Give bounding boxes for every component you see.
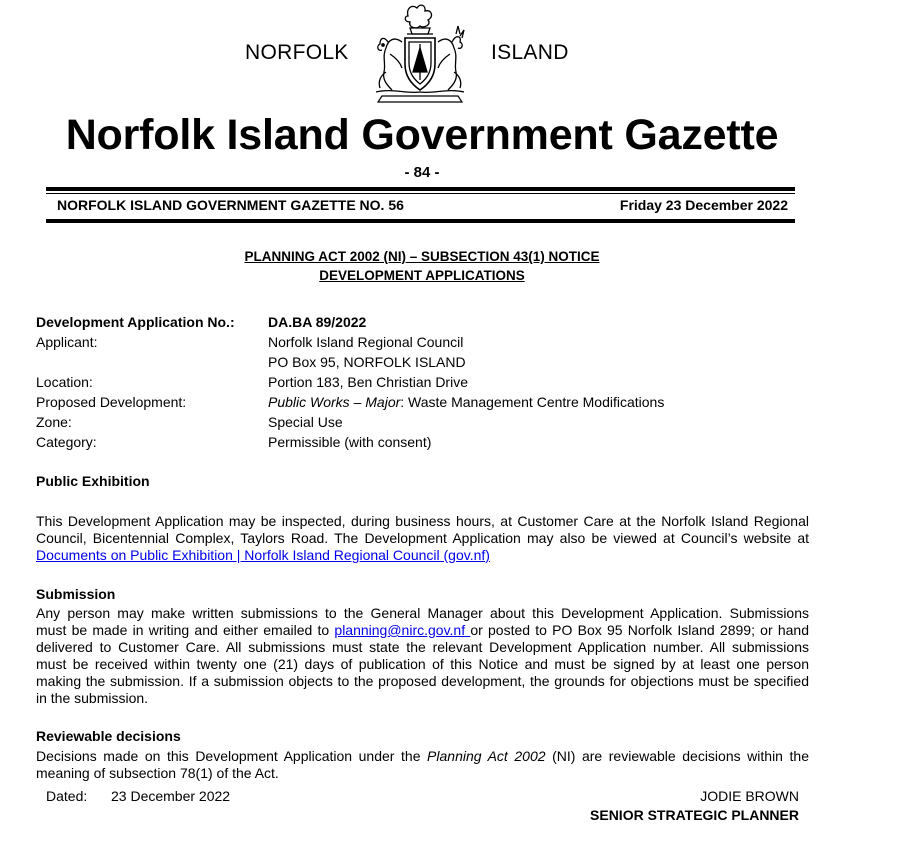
signatory-name: JODIE BROWN [700, 788, 799, 804]
masthead-norfolk: NORFOLK [245, 41, 349, 64]
dated-label: Dated: [46, 788, 88, 804]
submission-line: delivered to Customer Care. All submissions must state the relevant Development Application number. All submissions [36, 639, 809, 655]
submission-text [36, 605, 809, 707]
dated-value: 23 December 2022 [111, 788, 231, 804]
reviewable-text-fragment: (NI) are reviewable decisions within the [545, 748, 809, 764]
notice-subheading: DEVELOPMENT APPLICATIONS [319, 268, 525, 283]
category-label: Category: [36, 434, 97, 450]
submission-line: making the submission. If a submission objects to the proposed development, the grounds for objections must be specified [36, 673, 809, 689]
page-number: - 84 - [404, 164, 440, 181]
submission-line [36, 622, 809, 639]
applicant-label: Applicant: [36, 334, 98, 350]
masthead-island: ISLAND [491, 41, 569, 64]
reviewable-decisions-heading: Reviewable decisions [36, 728, 181, 744]
da-number-value: DA.BA 89/2022 [268, 314, 367, 330]
location-value: Portion 183, Ben Christian Drive [268, 374, 468, 390]
public-exhibition-text [36, 513, 809, 564]
submission-line: must be received within twenty one (21) days of publication of this Notice and must be signed by at least one person [36, 656, 809, 672]
gazette-number: NORFOLK ISLAND GOVERNMENT GAZETTE NO. 56 [57, 197, 404, 213]
proposed-works-description: : Waste Management Centre Modifications [400, 394, 665, 410]
submission-text-fragment: or posted to PO Box 95 Norfolk Island 2899; or hand [470, 622, 809, 638]
submission-text-fragment: must be made in writing and either emailed to [36, 622, 335, 638]
header-rule-thin [46, 193, 795, 194]
reviewable-line: meaning of subsection 78(1) of the Act. [36, 765, 279, 781]
public-exhibition-line: Council, Bicentennial Complex, Taylors Road. The Development Application may also be viewed at Council’s website at [36, 530, 809, 546]
da-number-label: Development Application No.: [36, 314, 235, 330]
applicant-address: PO Box 95, NORFOLK ISLAND [268, 354, 466, 370]
zone-label: Zone: [36, 414, 72, 430]
applicant-name: Norfolk Island Regional Council [268, 334, 464, 350]
proposed-development-value [268, 394, 664, 410]
reviewable-decisions-text [36, 748, 809, 782]
proposed-works-type: Public Works [268, 394, 350, 410]
proposed-development-label: Proposed Development: [36, 394, 187, 410]
zone-value: Special Use [268, 414, 343, 430]
gazette-date: Friday 23 December 2022 [619, 197, 788, 213]
public-exhibition-line: This Development Application may be inspected, during business hours, at Customer Care at the Norfolk Island Regional [36, 513, 809, 529]
header-rule-bottom [46, 219, 795, 223]
category-value: Permissible (with consent) [268, 434, 432, 450]
reviewable-line [36, 748, 809, 765]
header-rule-top [46, 187, 795, 191]
public-exhibition-line [36, 547, 809, 564]
proposed-dash: – [349, 394, 366, 410]
public-exhibition-heading: Public Exhibition [36, 473, 150, 489]
gazette-title: Norfolk Island Government Gazette [65, 111, 779, 159]
signatory-title: SENIOR STRATEGIC PLANNER [590, 807, 799, 823]
coat-of-arms-icon [362, 2, 478, 108]
proposed-works-class: Major [365, 394, 401, 410]
planning-act-title: Planning Act 2002 [427, 748, 546, 764]
reviewable-text-fragment: Decisions made on this Development Application under the [36, 748, 428, 764]
location-label: Location: [36, 374, 93, 390]
submission-line: Any person may make written submissions to the General Manager about this Development Application. Submissions [36, 605, 809, 621]
exhibition-documents-link[interactable]: Documents on Public Exhibition | Norfolk Island Regional Council (gov.nf) [36, 547, 490, 563]
submission-line: in the submission. [36, 690, 149, 706]
planning-email-link[interactable]: planning@nirc.gov.nf [334, 622, 471, 638]
notice-heading: PLANNING ACT 2002 (NI) – SUBSECTION 43(1) NOTICE [244, 249, 600, 264]
submission-heading: Submission [36, 586, 116, 602]
